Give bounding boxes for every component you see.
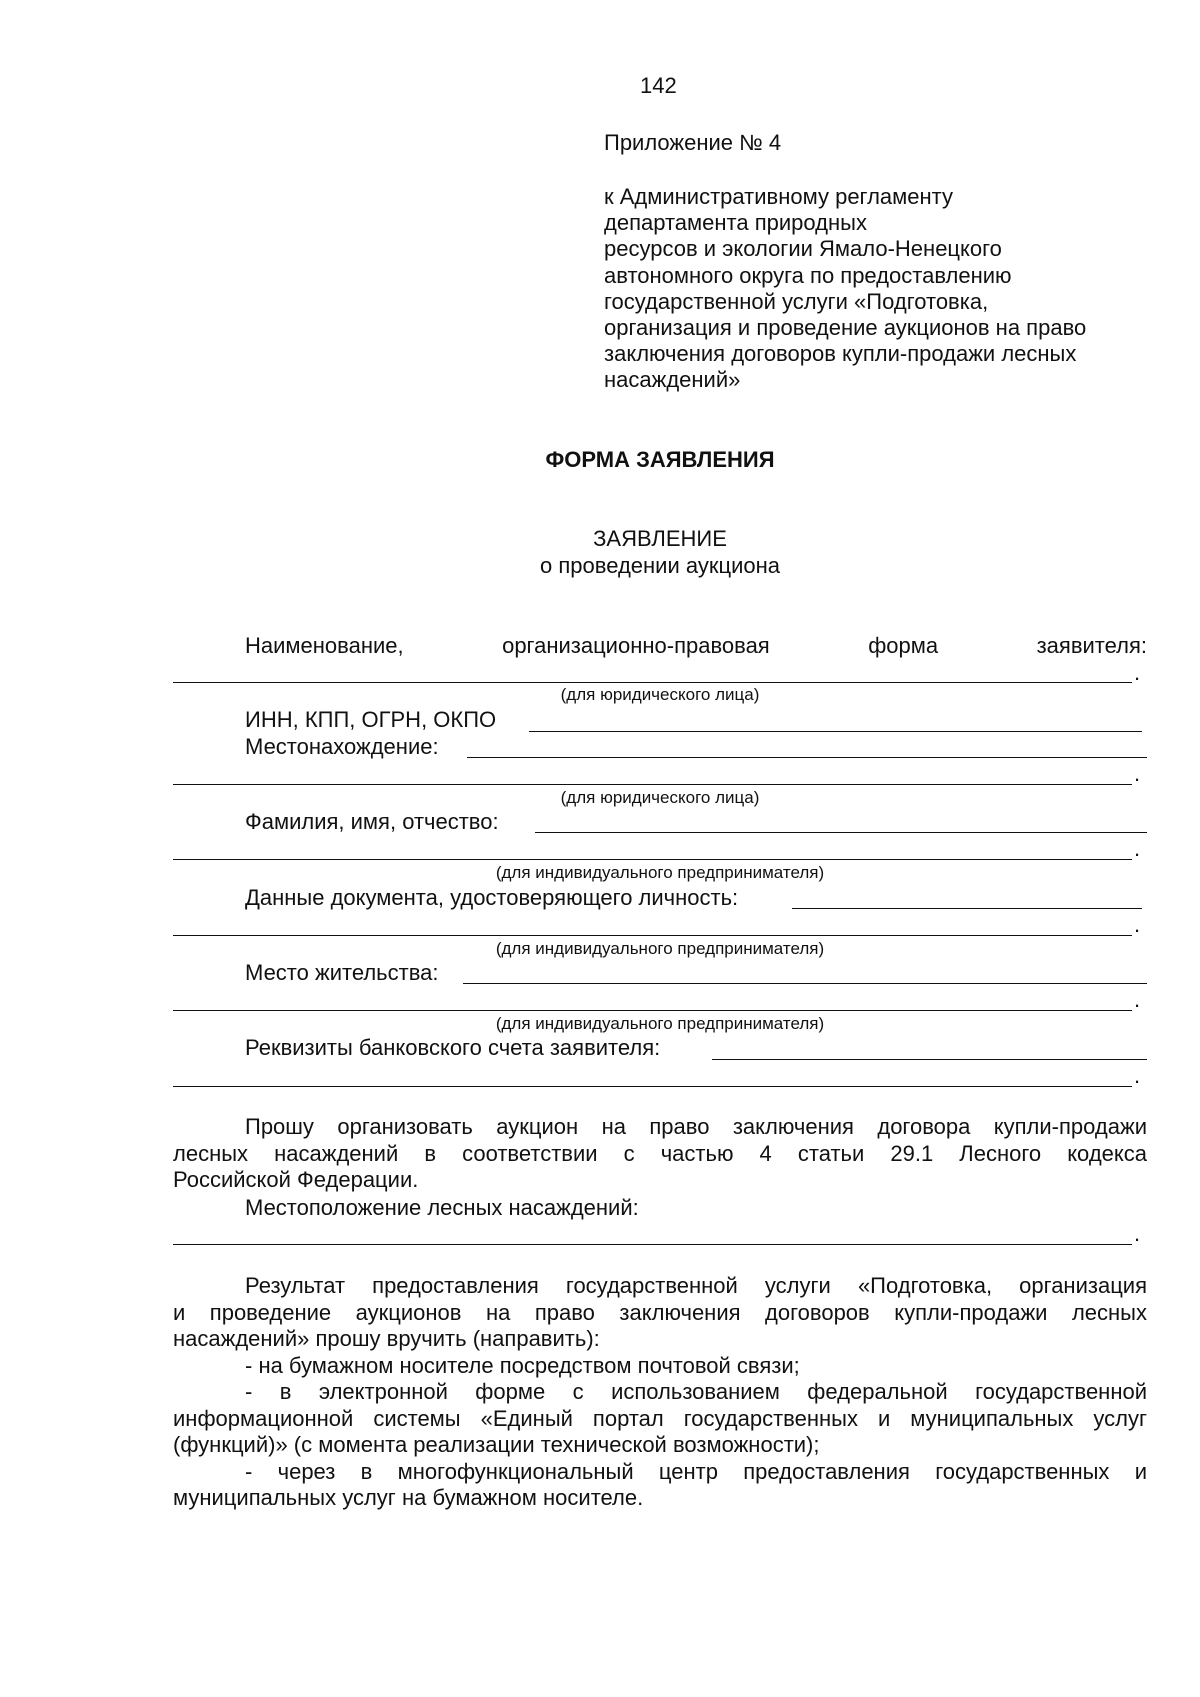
forest-location-input-line[interactable] [173, 1244, 1132, 1245]
note-legal-entity: (для юридического лица) [560, 788, 760, 807]
line-end-dot: . [1134, 1063, 1141, 1088]
bank-label: Реквизиты банковского счета заявителя: [245, 1035, 661, 1060]
appendix-line: к Административному регламенту [604, 184, 954, 209]
id-doc-label: Данные документа, удостоверяющего личность: [245, 885, 739, 910]
name-label-word: форма [868, 633, 939, 658]
request-line: Прошу организовать аукцион на право заключения договора купли-продажи [245, 1114, 1147, 1139]
residence-input-line-2[interactable] [173, 1010, 1132, 1011]
delivery-option-portal: - в электронной форме с использованием федеральной государственной [245, 1379, 1147, 1404]
delivery-option-portal-line: информационной системы «Единый портал государственных и муниципальных услуг [173, 1405, 1147, 1431]
appendix-line: государственной услуги «Подготовка, [604, 288, 989, 314]
appendix-text [604, 184, 1086, 394]
result-line: насаждений» прошу вручить (направить): [173, 1326, 600, 1351]
statement-subtitle: о проведении аукциона [540, 553, 780, 578]
location-input-line[interactable] [467, 757, 1147, 758]
appendix-line: заключения договоров купли-продажи лесных [604, 341, 1077, 367]
delivery-option-mail: - на бумажном носителе посредством почтовой связи; [245, 1352, 800, 1378]
request-paragraph [173, 1114, 1147, 1194]
note-entrepreneur: (для индивидуального предпринимателя) [495, 863, 825, 882]
fio-input-line-2[interactable] [173, 859, 1132, 860]
appendix-title: Приложение № 4 [604, 130, 782, 155]
bank-input-line-2[interactable] [173, 1086, 1132, 1087]
residence-input-line[interactable] [463, 983, 1147, 984]
result-line: Результат предоставления государственной услуги «Подготовка, организация [245, 1273, 1147, 1298]
name-input-line[interactable] [173, 682, 1132, 683]
name-label-word: Наименование, [245, 633, 404, 658]
line-end-dot: . [1134, 912, 1141, 937]
note-entrepreneur: (для индивидуального предпринимателя) [495, 1014, 825, 1033]
delivery-option-mfc: - через в многофункциональный центр предоставления государственных и [245, 1458, 1147, 1484]
result-paragraph [173, 1273, 1147, 1512]
name-label-word: организационно-правовая [502, 633, 770, 658]
appendix-line: организация и проведение аукционов на право [604, 315, 1087, 341]
id-doc-input-line[interactable] [792, 908, 1142, 909]
name-label [245, 633, 1147, 659]
form-heading: ФОРМА ЗАЯВЛЕНИЯ [545, 447, 775, 472]
delivery-option-mfc-line: муниципальных услуг на бумажном носителе. [173, 1485, 644, 1510]
fio-label: Фамилия, имя, отчество: [245, 809, 499, 834]
location-input-line-2[interactable] [173, 784, 1132, 785]
id-doc-input-line-2[interactable] [173, 935, 1132, 936]
bank-input-line[interactable] [712, 1059, 1147, 1060]
inn-label: ИНН, КПП, ОГРН, ОКПО [245, 707, 497, 732]
line-end-dot: . [1134, 987, 1141, 1012]
line-end-dot: . [1134, 1221, 1141, 1246]
line-end-dot: . [1134, 836, 1141, 861]
name-label-word: заявителя: [1036, 633, 1147, 658]
statement-title: ЗАЯВЛЕНИЕ [593, 526, 727, 551]
appendix-line: ресурсов и экологии Ямало-Ненецкого [604, 236, 1002, 262]
note-legal-entity: (для юридического лица) [560, 685, 760, 704]
line-end-dot: . [1134, 660, 1141, 685]
appendix-line: департамента природных [604, 210, 867, 236]
request-line: Российской Федерации. [173, 1167, 419, 1192]
request-line: лесных насаждений в соответствии с частью 4 статьи 29.1 Лесного кодекса [173, 1140, 1147, 1166]
residence-label: Место жительства: [245, 960, 439, 985]
fio-input-line[interactable] [535, 832, 1147, 833]
appendix-line: насаждений» [604, 367, 741, 393]
note-entrepreneur: (для индивидуального предпринимателя) [495, 939, 825, 958]
location-label: Местонахождение: [245, 734, 439, 759]
appendix-line: автономного округа по предоставлению [604, 262, 1012, 288]
result-line: и проведение аукционов на право заключения договоров купли-продажи лесных [173, 1299, 1147, 1325]
forest-location-label: Местоположение лесных насаждений: [245, 1195, 639, 1220]
delivery-option-portal-line: (функций)» (с момента реализации технической возможности); [173, 1432, 820, 1457]
inn-input-line[interactable] [529, 731, 1142, 732]
line-end-dot: . [1134, 761, 1141, 786]
page-number: 142 [640, 73, 677, 98]
